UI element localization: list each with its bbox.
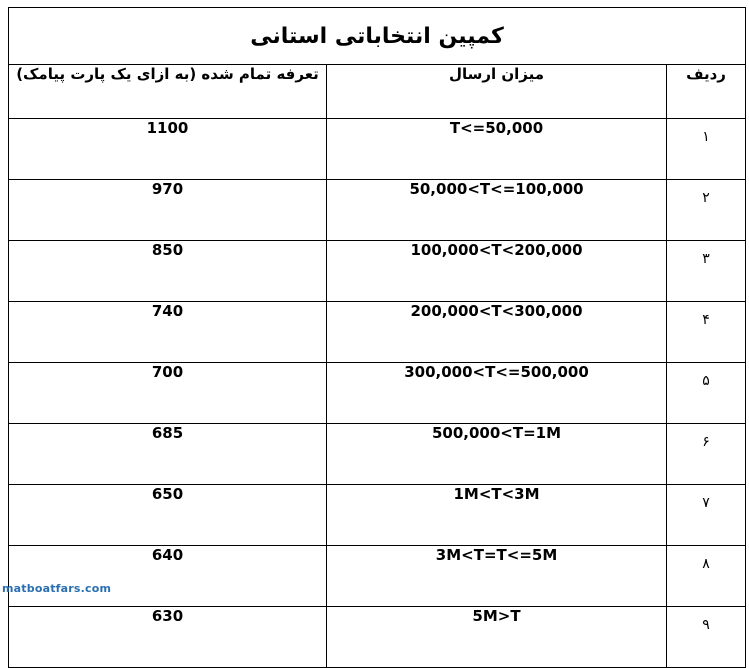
header-index: ردیف (667, 65, 746, 119)
row-index: ۵ (667, 363, 746, 424)
row-volume: 300,000<T<=500,000 (327, 363, 667, 424)
row-tariff: 700 (9, 363, 327, 424)
row-volume: 100,000<T<200,000 (327, 241, 667, 302)
table-row (9, 180, 746, 241)
table-row (9, 119, 746, 180)
row-index: ۸ (667, 546, 746, 607)
row-volume: 500,000<T=1M (327, 424, 667, 485)
row-volume: 50,000<T<=100,000 (327, 180, 667, 241)
header-tariff: تعرفه تمام شده (به ازای یک پارت پیامک) (9, 65, 327, 119)
row-index: ۲ (667, 180, 746, 241)
row-index: ۳ (667, 241, 746, 302)
row-tariff: 630 (9, 607, 327, 668)
row-index: ۴ (667, 302, 746, 363)
row-index: ۷ (667, 485, 746, 546)
row-tariff: 640 (9, 546, 327, 607)
header-volume: میزان ارسال (327, 65, 667, 119)
table-row (9, 302, 746, 363)
row-index: ۱ (667, 119, 746, 180)
tariff-table (8, 7, 746, 668)
row-tariff: 850 (9, 241, 327, 302)
table-row (9, 485, 746, 546)
row-volume: 1M<T<3M (327, 485, 667, 546)
row-volume: 3M<T=T<=5M (327, 546, 667, 607)
row-tariff: 740 (9, 302, 327, 363)
table-row (9, 363, 746, 424)
table-row (9, 546, 746, 607)
table-row (9, 607, 746, 668)
row-tariff: 970 (9, 180, 327, 241)
row-tariff: 685 (9, 424, 327, 485)
table-title: کمپین انتخاباتی استانی (9, 8, 746, 65)
watermark: matboatfars.com (2, 582, 112, 595)
table-row (9, 241, 746, 302)
row-tariff: 650 (9, 485, 327, 546)
row-volume: T<=50,000 (327, 119, 667, 180)
table-row (9, 424, 746, 485)
row-volume: 5M>T (327, 607, 667, 668)
row-tariff: 1100 (9, 119, 327, 180)
header-row (9, 65, 746, 119)
row-index: ۹ (667, 607, 746, 668)
row-volume: 200,000<T<300,000 (327, 302, 667, 363)
row-index: ۶ (667, 424, 746, 485)
